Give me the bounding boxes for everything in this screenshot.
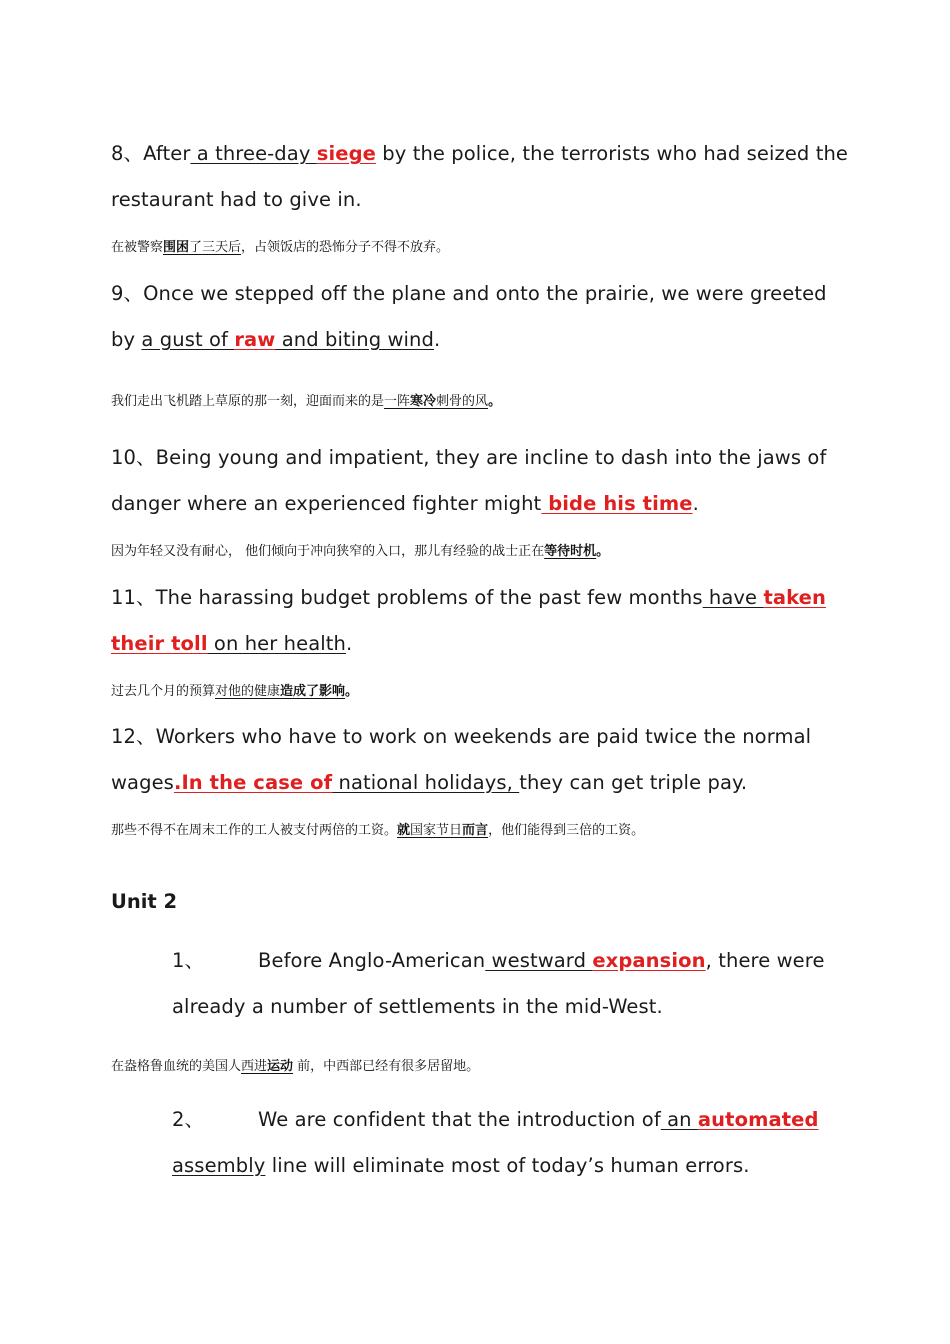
translation-keyword: 运动 bbox=[267, 1059, 294, 1074]
unit-heading: Unit 2 bbox=[111, 890, 178, 913]
sentence-number: 8、 bbox=[111, 142, 144, 165]
text: by the police, the terrorists who had seized the bbox=[375, 142, 848, 165]
unit2-sentence-1-line-1 bbox=[172, 945, 825, 973]
translation-keyword: 而言 bbox=[462, 823, 489, 838]
keyword: taken bbox=[763, 586, 826, 609]
translation-text: 。 bbox=[345, 684, 359, 699]
sentence-10-translation bbox=[111, 540, 609, 559]
sentence-12-translation bbox=[111, 819, 644, 838]
underlined-text: national holidays, bbox=[332, 771, 520, 794]
text: After bbox=[143, 142, 191, 165]
underlined-text: westward bbox=[485, 949, 593, 972]
sentence-number: 1、 bbox=[172, 949, 205, 972]
sentence-11-line-2 bbox=[111, 632, 352, 655]
text: they can get triple pay. bbox=[519, 771, 748, 794]
text: The harassing budget problems of the past few months bbox=[155, 586, 703, 609]
sentence-8-line-2: restaurant had to give in. bbox=[111, 188, 362, 211]
text: Workers who have to work on weekends are paid twice the normal bbox=[155, 725, 812, 748]
translation-keyword: 等待时机 bbox=[544, 544, 597, 559]
underlined-text: and biting wind bbox=[275, 328, 434, 351]
keyword: bide his time bbox=[541, 492, 693, 515]
sentence-12-line-1 bbox=[111, 721, 811, 749]
sentence-11-translation bbox=[111, 680, 358, 699]
text: by bbox=[111, 328, 142, 351]
translation-keyword: 围困 bbox=[163, 240, 190, 255]
keyword: raw bbox=[234, 328, 276, 351]
text: Before Anglo-American bbox=[258, 949, 486, 972]
keyword: siege bbox=[316, 142, 376, 165]
sentence-8-line-1 bbox=[111, 138, 848, 166]
sentence-12-line-2 bbox=[111, 771, 747, 794]
text: line will eliminate most of today’s human errors. bbox=[265, 1154, 750, 1177]
underlined-text: assembly bbox=[172, 1154, 266, 1177]
underlined-text: a gust of bbox=[141, 328, 235, 351]
translation-underlined: 了三天后 bbox=[189, 240, 242, 255]
translation-text: 。 bbox=[596, 544, 610, 559]
sentence-8-translation bbox=[111, 236, 449, 255]
translation-text: 那些不得不在周末工作的工人被支付两倍的工资。 bbox=[111, 823, 398, 838]
sentence-11-line-1 bbox=[111, 582, 826, 610]
translation-text: 我们走出飞机踏上草原的那一刻，迎面而来的是 bbox=[111, 394, 385, 409]
text: We are confident that the introduction of bbox=[258, 1108, 661, 1131]
underlined-text: have bbox=[702, 586, 764, 609]
unit2-sentence-1-translation bbox=[111, 1055, 479, 1074]
translation-underlined: 一阵 bbox=[384, 394, 411, 409]
sentence-10-line-2 bbox=[111, 492, 699, 515]
sentence-9-line-2 bbox=[111, 328, 440, 351]
translation-text: 前，中西部已经有很多居留地。 bbox=[293, 1059, 480, 1074]
sentence-9-line-1 bbox=[111, 278, 827, 306]
underlined-text: an bbox=[660, 1108, 698, 1131]
text: wages bbox=[111, 771, 174, 794]
sentence-10-line-1 bbox=[111, 442, 826, 470]
text: . bbox=[434, 328, 441, 351]
translation-underlined: 刺骨的风 bbox=[436, 394, 489, 409]
text: danger where an experienced fighter might bbox=[111, 492, 542, 515]
text: . bbox=[346, 632, 353, 655]
translation-underlined: 对他的健康 bbox=[215, 684, 281, 699]
unit2-sentence-2-line-1 bbox=[172, 1104, 819, 1132]
sentence-number: 10、 bbox=[111, 446, 156, 469]
translation-text: 在盎格鲁血统的美国人 bbox=[111, 1059, 242, 1074]
keyword: their toll bbox=[111, 632, 208, 655]
translation-text: 过去几个月的预算 bbox=[111, 684, 216, 699]
translation-text: 因为年轻又没有耐心， 他们倾向于冲向狭窄的入口，那儿有经验的战士正在 bbox=[111, 544, 545, 559]
translation-text: ，他们能得到三倍的工资。 bbox=[488, 823, 645, 838]
keyword: expansion bbox=[592, 949, 706, 972]
translation-underlined: 国家节日 bbox=[410, 823, 463, 838]
translation-text: ，占领饭店的恐怖分子不得不放弃。 bbox=[241, 240, 450, 255]
unit2-sentence-1-line-2: already a number of settlements in the mid-West. bbox=[172, 995, 663, 1018]
text: Being young and impatient, they are incline to dash into the jaws of bbox=[155, 446, 827, 469]
translation-text: 。 bbox=[488, 394, 502, 409]
keyword: .In the case of bbox=[173, 771, 333, 794]
translation-keyword: 造成了影响 bbox=[280, 684, 346, 699]
underlined-text: on her health bbox=[207, 632, 346, 655]
keyword: automated bbox=[697, 1108, 819, 1131]
translation-keyword: 寒冷 bbox=[410, 394, 437, 409]
sentence-number: 2、 bbox=[172, 1108, 205, 1131]
text: . bbox=[692, 492, 699, 515]
unit2-sentence-2-line-2 bbox=[172, 1154, 750, 1177]
sentence-number: 11、 bbox=[111, 586, 156, 609]
translation-underlined: 西进 bbox=[241, 1059, 268, 1074]
translation-text: 在被警察 bbox=[111, 240, 164, 255]
text: Once we stepped off the plane and onto the prairie, we were greeted bbox=[143, 282, 827, 305]
sentence-9-translation bbox=[111, 390, 501, 409]
sentence-number: 9、 bbox=[111, 282, 144, 305]
text: , there were bbox=[705, 949, 825, 972]
translation-keyword: 就 bbox=[397, 823, 411, 838]
sentence-number: 12、 bbox=[111, 725, 156, 748]
underlined-text: a three-day bbox=[190, 142, 317, 165]
